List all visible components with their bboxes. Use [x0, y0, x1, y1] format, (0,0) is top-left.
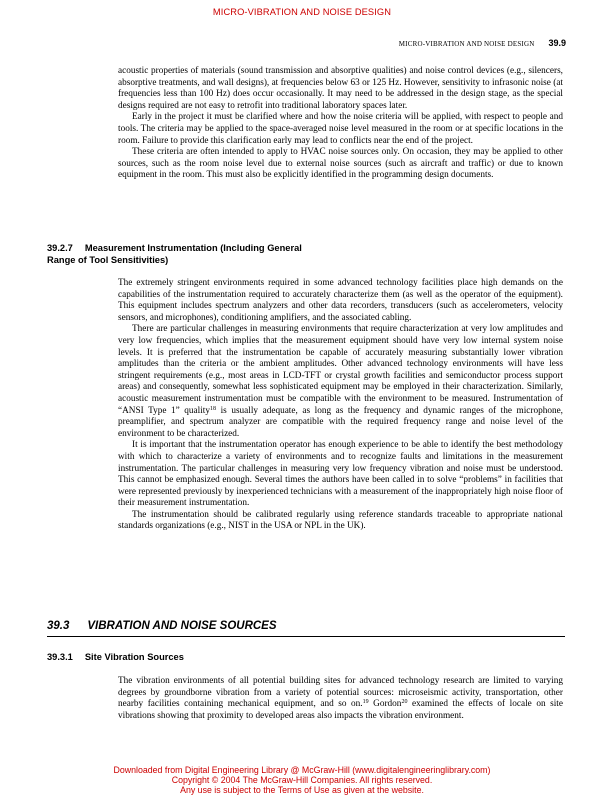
- section-title: Measurement Instrumentation (Including General: [84, 243, 302, 253]
- reference-superscript: 19: [362, 699, 369, 706]
- running-head: [399, 38, 566, 48]
- reference-superscript: 18: [210, 405, 217, 412]
- section-number: 39.2.7: [47, 243, 73, 253]
- paragraph-text: There are particular challenges in measuring environments that require characterization at very low amplitudes and very low frequencies, which implies that the measurement equipment should have very low internal system noise levels. It is preferred that the instrumentation be capable of accurately measuring substantially lower vibration amplitudes than the criteria or the ambient amplitudes. Other advanced technology environments will have less stringent requirements (e.g., most areas in LCD-TFT or crystal growth facilities and semiconductor process support areas) and consequently, somewhat less sophisticated equipment may be employed in their characterization. Similarly, acoustic measurement instrumentation must be compatible with the environment to be measured. Instrumentation of “ANSI Type 1” quality: [118, 324, 563, 416]
- reference-superscript: 20: [401, 699, 408, 706]
- paragraph: [118, 676, 563, 722]
- top-paragraphs: [118, 66, 563, 182]
- paragraph-text: The vibration environments of all potential building sites for advanced technology research are limited to varying degrees by groundborne vibration from a variety of potential sources: microseismic activity, transportation, other nearby facilities containing mechanical equipment, and so on.: [118, 676, 563, 710]
- section-39-3-1-body: [118, 676, 563, 722]
- paragraph: It is important that the instrumentation operator has enough experience to be able to identify the best methodology with which to characterize a variety of environments and to recognize faults and limitations in the measurement instrumentation. The particular challenges in measuring very low frequency vibration and noise must be understood. This cannot be emphasized enough. Several times the authors have been called in to solve “problems” in facilities that were represented previously by inexperienced technicians with a measurement of the inappropriately high noise floor of their measurement instrumentation.: [118, 440, 563, 509]
- section-heading-39-3: [47, 620, 565, 637]
- section-number: 39.3: [47, 620, 70, 632]
- running-head-title: MICRO-VIBRATION AND NOISE DESIGN: [398, 40, 535, 48]
- section-heading-line2: Range of Tool Sensitivities): [47, 254, 169, 265]
- copyright-footer: [0, 765, 604, 795]
- paragraph: acoustic properties of materials (sound transmission and absorptive qualities) and noise control devices (e.g., silencers, absorptive treatments, and wall designs), at frequencies below 63 or 125 Hz. However, sensitivity to infrasonic noise (at frequencies less than 100 Hz) does occur occasionally. It may need to be addressed in the design stage, as the special designs required are not easy to retrofit into traditional laboratory spaces later.: [118, 66, 563, 111]
- section-39-2-7-body: [118, 278, 563, 533]
- paragraph: These criteria are often intended to apply to HVAC noise sources only. On occasion, they may be applied to other sources, such as the room noise level due to external noise sources (such as aircraft and traffic) or due to known equipment in the room. This must also be explicitly identified in the programming design documents.: [118, 147, 563, 181]
- download-banner: MICRO-VIBRATION AND NOISE DESIGN: [212, 7, 392, 17]
- footer-download-link[interactable]: Downloaded from Digital Engineering Library @ McGraw-Hill (www.digitalengineeringlibrary.com): [113, 765, 491, 775]
- section-heading-39-2-7: [47, 243, 567, 266]
- paragraph-text: examined the effects of locale on site vibrations showing that proximity to developed areas also impacts the vibration environment.: [118, 699, 563, 721]
- page-number: 39.9: [548, 38, 566, 48]
- section-title: VIBRATION AND NOISE SOURCES: [87, 620, 277, 632]
- section-heading-line1: [47, 243, 567, 255]
- paragraph: The instrumentation should be calibrated regularly using reference standards traceable to appropriate national standards organizations (e.g., NIST in the USA or NPL in the UK).: [118, 509, 563, 532]
- footer-copyright: Copyright © 2004 The McGraw-Hill Companies. All rights reserved.: [171, 775, 433, 785]
- section-number: 39.3.1: [47, 652, 73, 662]
- paragraph: The extremely stringent environments required in some advanced technology facilities place high demands on the capabilities of the instrumentation required to accurately characterize them (as well as the operator of the equipment). This equipment includes spectrum analyzers and other data recorders, transducers (such as accelerometers, velocity sensors, and microphones), conditioning amplifiers, and the associated cabling.: [118, 278, 563, 323]
- footer-terms: Any use is subject to the Terms of Use as given at the website.: [180, 785, 424, 795]
- section-title: Site Vibration Sources: [84, 652, 184, 662]
- paragraph: [118, 324, 563, 440]
- paragraph-text: is usually adequate, as long as the frequency and dynamic ranges of the microphone, preamplifier, and spectrum analyzer are compatible with the required frequency range and noise level of the environment to be characterized.: [118, 405, 563, 439]
- paragraph-text: Gordon: [368, 699, 402, 710]
- section-heading-39-3-1: [47, 652, 567, 664]
- paragraph: Early in the project it must be clarified where and how the noise criteria will be applied, with respect to people and tools. The criteria may be applied to the space-averaged noise level measured in the room or at specific locations in the room. Failure to provide this clarification early may lead to conflicts near the end of the project.: [118, 112, 563, 146]
